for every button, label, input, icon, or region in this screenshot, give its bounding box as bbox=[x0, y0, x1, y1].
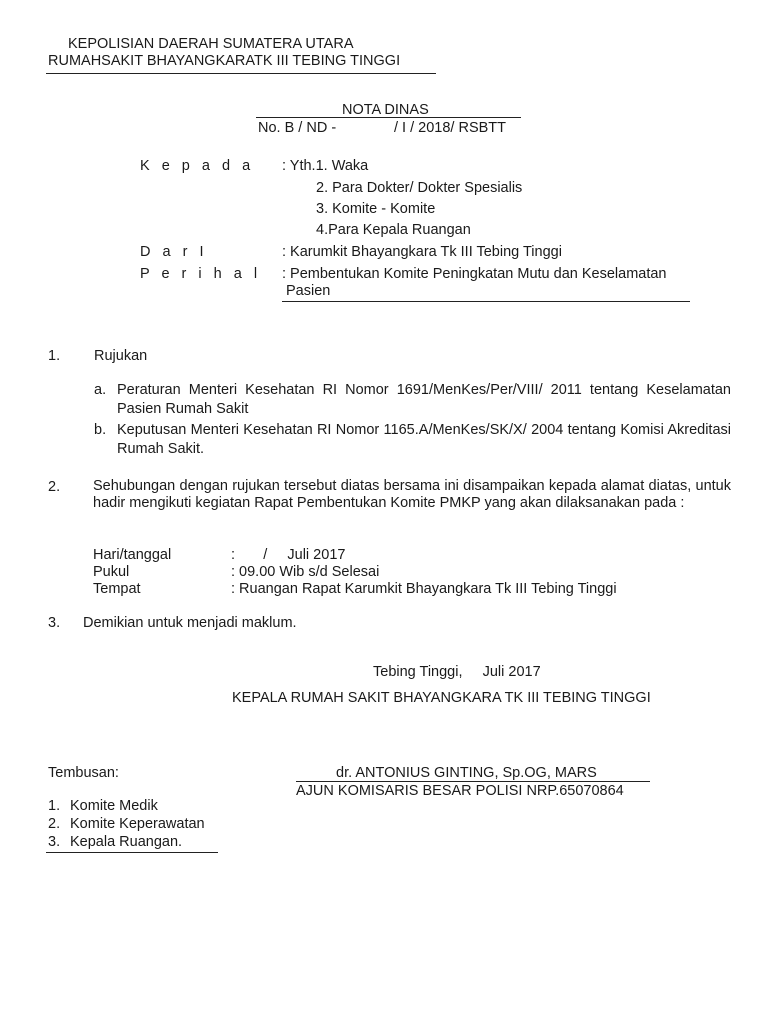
section-1-title: Rujukan bbox=[94, 348, 148, 364]
schedule-value: : 09.00 Wib s/d Selesai bbox=[231, 564, 380, 580]
tembusan-item: Komite Medik bbox=[70, 798, 158, 814]
nota-number-prefix: No. B / ND - bbox=[258, 120, 337, 136]
tembusan-number: 2. bbox=[48, 816, 61, 832]
tembusan-item: Komite Keperawatan bbox=[70, 816, 205, 832]
kepada-item: 3. Komite - Komite bbox=[316, 201, 436, 217]
schedule-value: : Ruangan Rapat Karumkit Bhayangkara Tk III Tebing Tinggi bbox=[231, 581, 617, 597]
section-3-number: 3. bbox=[48, 615, 61, 631]
dari-label: D a r I bbox=[140, 244, 208, 260]
section-3-text: Demikian untuk menjadi maklum. bbox=[83, 615, 297, 631]
kepada-item: 2. Para Dokter/ Dokter Spesialis bbox=[316, 180, 523, 196]
tembusan-number: 1. bbox=[48, 798, 61, 814]
nota-title: NOTA DINAS bbox=[342, 102, 429, 118]
nota-number-suffix: / I / 2018/ RSBTT bbox=[394, 120, 507, 136]
section-2-number: 2. bbox=[48, 479, 61, 495]
schedule-label: Pukul bbox=[93, 564, 130, 580]
schedule-label: Hari/tanggal bbox=[93, 547, 172, 563]
place-date: Tebing Tinggi, Juli 2017 bbox=[373, 664, 541, 680]
tembusan-number: 3. bbox=[48, 834, 61, 850]
tembusan-item: Kepala Ruangan. bbox=[70, 834, 183, 850]
section-1-number: 1. bbox=[48, 348, 61, 364]
reference-marker: a. bbox=[94, 382, 107, 398]
kepada-label: K e p a d a bbox=[140, 158, 255, 174]
header-line-2: RUMAHSAKIT BHAYANGKARATK III TEBING TINGGI bbox=[48, 53, 401, 69]
perihal-label: P e r i h a l bbox=[140, 266, 262, 282]
perihal-value-line-2: Pasien bbox=[286, 283, 331, 299]
reference-text: Peraturan Menteri Kesehatan RI Nomor 1691/MenKes/Per/VIII/ 2011 tentang Keselamatan Pasien Rumah Sakit bbox=[117, 382, 731, 417]
schedule-value: : / Juli 2017 bbox=[231, 547, 346, 563]
kepada-item: 4.Para Kepala Ruangan bbox=[316, 222, 471, 238]
signer-position: KEPALA RUMAH SAKIT BHAYANGKARA TK III TEBING TINGGI bbox=[232, 690, 651, 706]
kepada-item: : Yth.1. Waka bbox=[282, 158, 369, 174]
schedule-label: Tempat bbox=[93, 581, 141, 597]
dari-value: : Karumkit Bhayangkara Tk III Tebing Tinggi bbox=[282, 244, 562, 260]
perihal-value-line-1: : Pembentukan Komite Peningkatan Mutu dan Keselamatan bbox=[282, 266, 667, 282]
signer-rank: AJUN KOMISARIS BESAR POLISI NRP.65070864 bbox=[296, 783, 624, 799]
reference-text: Keputusan Menteri Kesehatan RI Nomor 1165.A/MenKes/SK/X/ 2004 tentang Komisi Akreditasi Rumah Sakit. bbox=[117, 422, 731, 457]
perihal-underline bbox=[282, 301, 690, 302]
header-underline bbox=[46, 73, 436, 74]
header-line-1: KEPOLISIAN DAERAH SUMATERA UTARA bbox=[68, 36, 354, 52]
tembusan-underline bbox=[46, 852, 218, 853]
section-2-text: Sehubungan dengan rujukan tersebut diatas bersama ini disampaikan kepada alamat diatas, untuk hadir mengikuti kegiatan Rapat Pembentukan Komite PMKP yang akan dilaksanakan pada : bbox=[93, 478, 731, 511]
signer-name: dr. ANTONIUS GINTING, Sp.OG, MARS bbox=[336, 765, 597, 781]
reference-marker: b. bbox=[94, 422, 107, 438]
tembusan-title: Tembusan: bbox=[48, 765, 119, 781]
